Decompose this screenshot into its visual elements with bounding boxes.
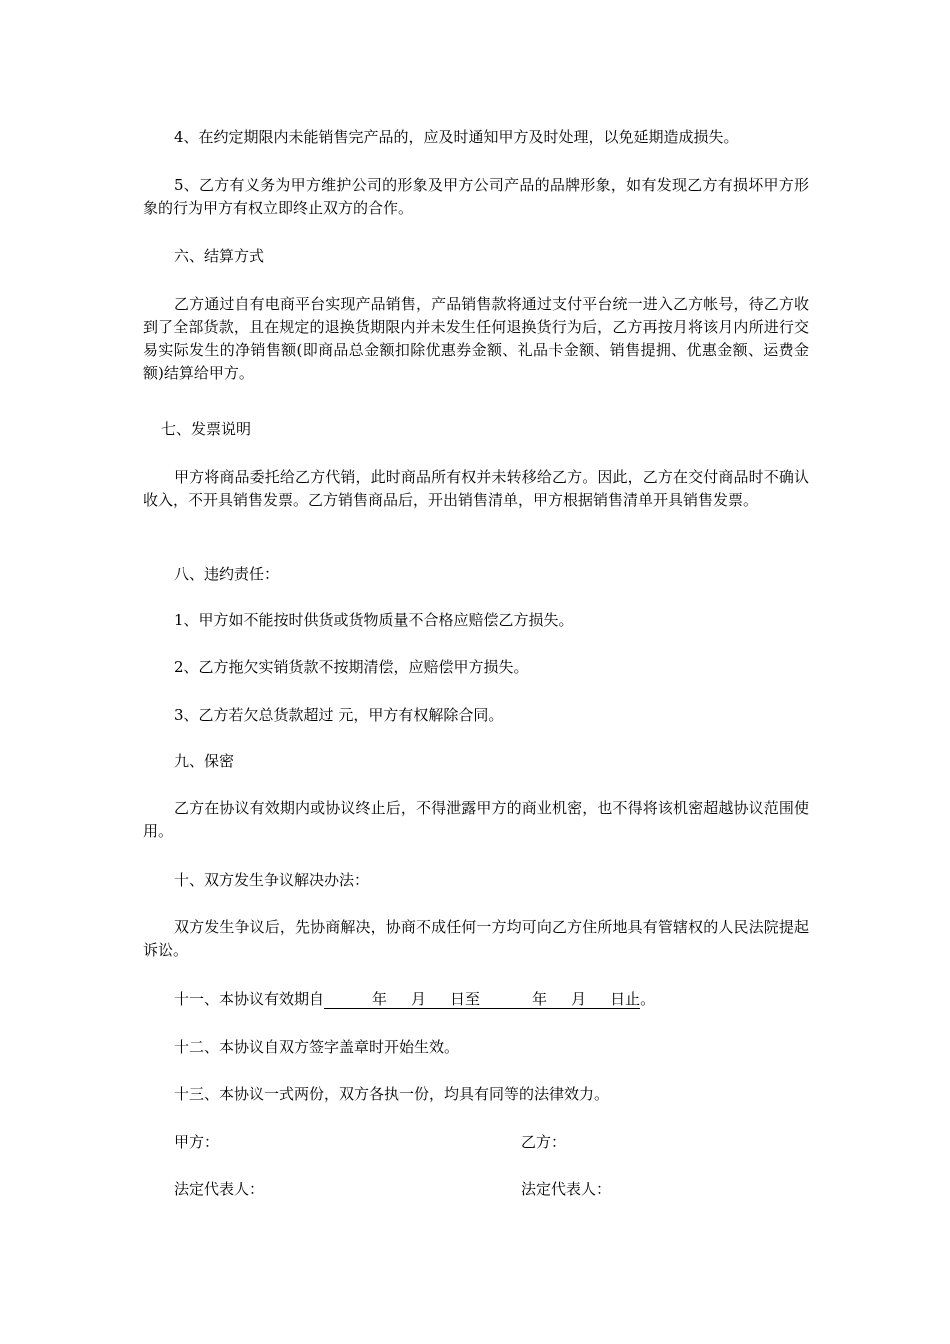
- party-a-representative-label: 法定代表人：: [174, 1180, 265, 1198]
- clause-8-2-text: 2、乙方拖欠实销货款不按期清偿，应赔偿甲方损失。: [174, 658, 529, 676]
- section-7-text: 甲方将商品委托给乙方代销，此时商品所有权并未转移给乙方。因此，乙方在交付商品时不确认收入，不开具销售发票。乙方销售商品后，开出销售清单，甲方根据销售清单开具销售发票。: [143, 468, 809, 509]
- section-12-text: 十二、本协议自双方签字盖章时开始生效。: [174, 1038, 460, 1056]
- party-b-label: 乙方：: [521, 1133, 567, 1151]
- start-year-label: 年: [372, 990, 388, 1008]
- validity-period-field[interactable]: [324, 990, 640, 1009]
- section-10-text: 双方发生争议后，先协商解决，协商不成任何一方均可向乙方住所地具有管辖权的人民法院提起诉讼。: [143, 918, 809, 959]
- section-7-heading: 七、发票说明: [161, 420, 252, 438]
- section-11-prefix: 十一、本协议有效期自: [174, 990, 325, 1008]
- clause-4-text: 4、在约定期限内未能销售完产品的，应及时通知甲方及时处理，以免延期造成损失。: [174, 128, 739, 146]
- start-month-label: 月: [411, 990, 427, 1008]
- end-day-label: 日止: [610, 990, 641, 1008]
- section-8-heading: 八、违约责任：: [174, 565, 280, 583]
- section-11-period: 。: [640, 990, 656, 1008]
- party-b-representative-label: 法定代表人：: [521, 1180, 612, 1198]
- section-13-text: 十三、本协议一式两份，双方各执一份，均具有同等的法律效力。: [174, 1085, 610, 1103]
- start-day-to-label: 日至: [450, 990, 481, 1008]
- section-6-text: 乙方通过自有电商平台实现产品销售，产品销售款将通过支付平台统一进入乙方帐号，待乙方收到了全部货款，且在规定的退换货期限内并未发生任何退换货行为后，乙方再按月将该月内所进行交易实际发生的净销售额(即商品总金额扣除优惠券金额、礼品卡金额、销售提拥、优惠金额、运费金额)结算给甲方。: [143, 295, 809, 382]
- end-month-label: 月: [571, 990, 587, 1008]
- end-year-label: 年: [532, 990, 548, 1008]
- section-10-heading: 十、双方发生争议解决办法：: [174, 871, 370, 889]
- section-9-text: 乙方在协议有效期内或协议终止后，不得泄露甲方的商业机密，也不得将该机密超越协议范围使用。: [143, 799, 809, 840]
- section-9-heading: 九、保密: [174, 752, 235, 770]
- clause-8-1-text: 1、甲方如不能按时供货或货物质量不合格应赔偿乙方损失。: [174, 611, 574, 629]
- section-6-heading: 六、结算方式: [174, 247, 265, 265]
- clause-8-3-text: 3、乙方若欠总货款超过 元，甲方有权解除合同。: [174, 706, 504, 724]
- party-a-label: 甲方：: [174, 1133, 220, 1151]
- section-11-text: [174, 988, 655, 1011]
- clause-5-text: 5、乙方有义务为甲方维护公司的形象及甲方公司产品的品牌形象，如有发现乙方有损坏甲方形象的行为甲方有权立即终止双方的合作。: [143, 176, 809, 217]
